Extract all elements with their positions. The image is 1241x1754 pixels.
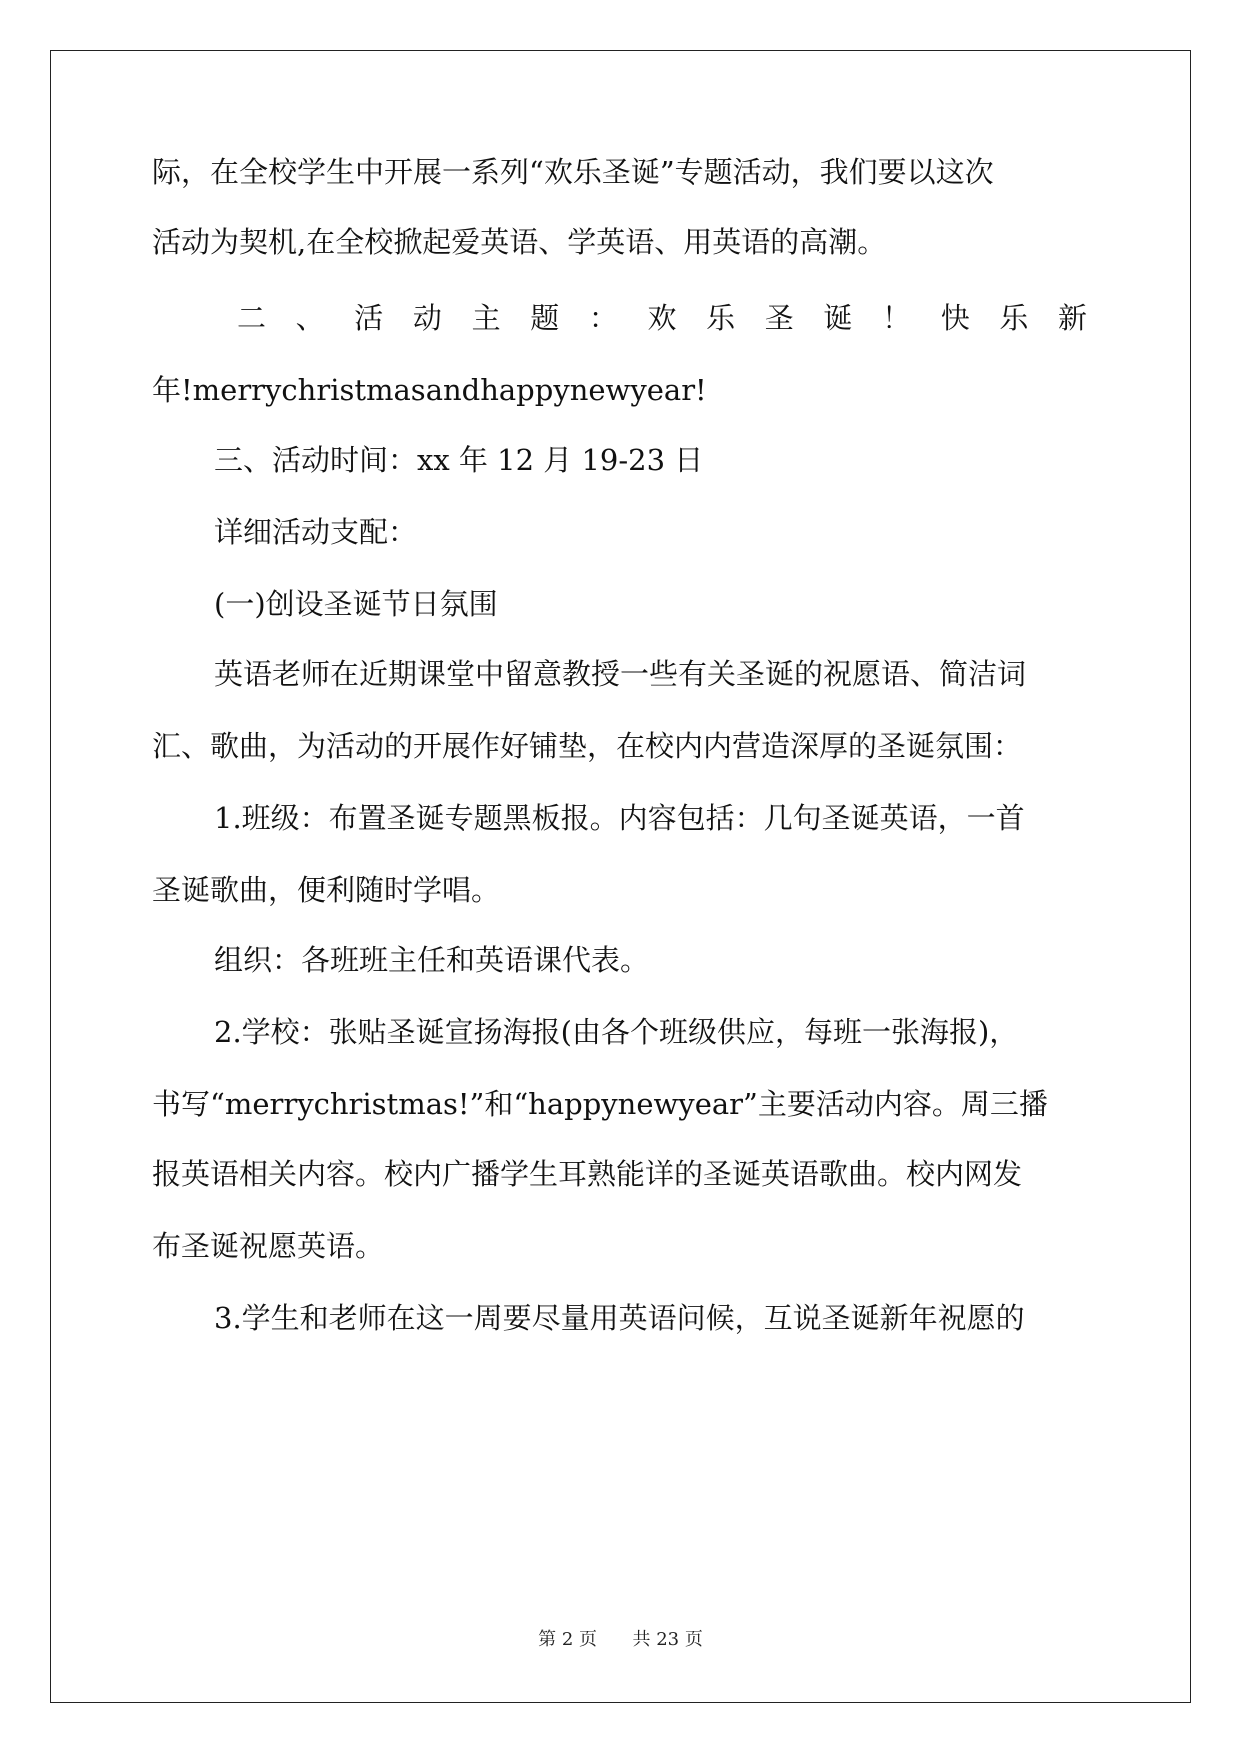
text-line: 汇、歌曲，为活动的开展作好铺垫，在校内内营造深厚的圣诞氛围： [152, 729, 1023, 763]
text-line: 英语老师在近期课堂中留意教授一些有关圣诞的祝愿语、简洁词 [214, 657, 1027, 691]
text-line: 1.班级：布置圣诞专题黑板报。内容包括：几句圣诞英语，一首 [214, 801, 1025, 835]
text-line: 际，在全校学生中开展一系列“欢乐圣诞”专题活动，我们要以这次 [152, 155, 994, 189]
text-line: 三、活动时间：xx 年 12 月 19-23 日 [214, 443, 704, 477]
page-total: 共 23 页 [632, 1629, 703, 1650]
theme-heading: 二 、 活 动 主 题 ： 欢 乐 圣 诞 ！ 快 乐 新 [237, 301, 1087, 335]
text-line: 书写“merrychristmas!”和“happynewyear”主要活动内容。周三播 [152, 1087, 1048, 1121]
text-line: 年!merrychristmasandhappynewyear! [152, 373, 707, 407]
text-line: 详细活动支配： [214, 515, 418, 549]
text-line: 3.学生和老师在这一周要尽量用英语问候，互说圣诞新年祝愿的 [214, 1301, 1025, 1335]
page-number: 第 2 页 [538, 1629, 598, 1650]
text-line: 组织：各班班主任和英语课代表。 [214, 943, 650, 977]
text-line: 2.学校：张贴圣诞宣扬海报(由各个班级供应，每班一张海报)， [214, 1015, 1019, 1049]
section-heading: (一)创设圣诞节日氛围 [214, 587, 498, 621]
text-line: 报英语相关内容。校内广播学生耳熟能详的圣诞英语歌曲。校内网发 [152, 1157, 1023, 1191]
text-line: 活动为契机,在全校掀起爱英语、学英语、用英语的高潮。 [152, 225, 887, 259]
text-line: 布圣诞祝愿英语。 [152, 1229, 385, 1263]
text-line: 圣诞歌曲，便利随时学唱。 [152, 873, 501, 907]
page-footer [0, 1625, 1241, 1651]
